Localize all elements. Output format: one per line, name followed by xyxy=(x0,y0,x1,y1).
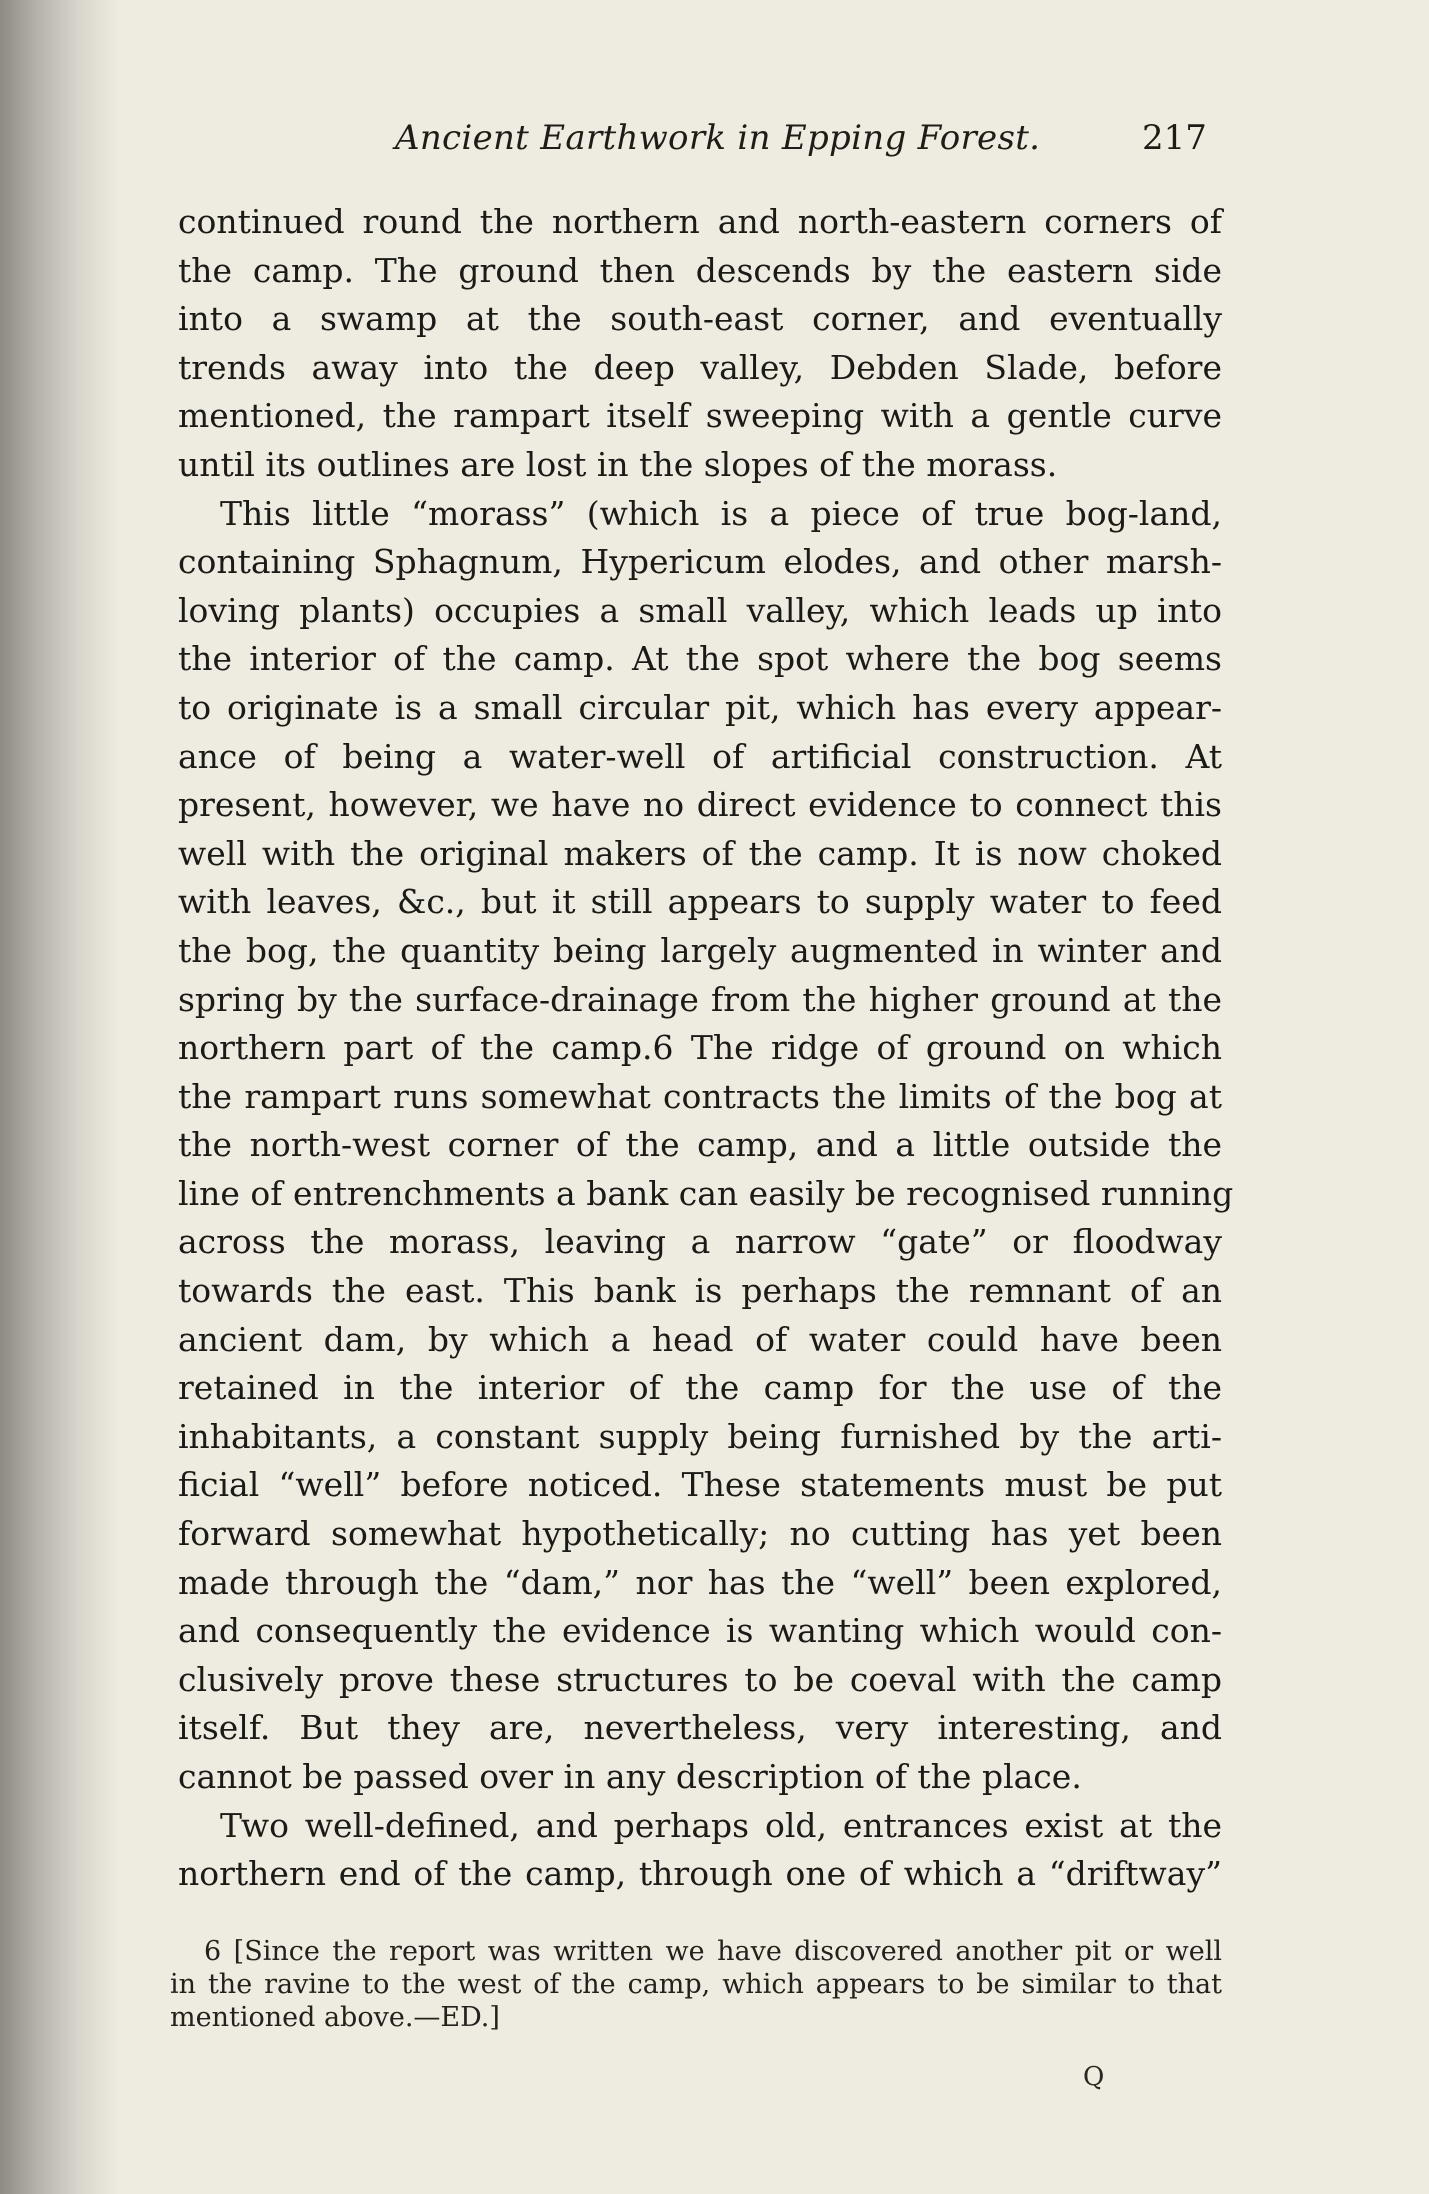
text-line: ficial “well” before noticed. These statements must be put xyxy=(178,1465,1222,1505)
text-line: ance of being a water-well of artificial construction. At xyxy=(178,736,1222,776)
paragraph-start-line: This little “morass” (which is a piece of true bog-land, xyxy=(220,493,1222,533)
text-line: trends away into the deep valley, Debden Slade, before xyxy=(178,347,1222,387)
text-line: spring by the surface-drainage from the higher ground at the xyxy=(178,979,1222,1019)
running-title: Ancient Earthwork in Epping Forest. xyxy=(395,118,1041,158)
text-line: until its outlines are lost in the slopes of the morass. xyxy=(178,444,1058,484)
text-line: the camp. The ground then descends by the eastern side xyxy=(178,250,1222,290)
text-line: made through the “dam,” nor has the “well” been explored, xyxy=(178,1562,1222,1602)
text-line: inhabitants, a constant supply being furnished by the arti- xyxy=(178,1416,1222,1456)
text-line: towards the east. This bank is perhaps the remnant of an xyxy=(178,1271,1222,1311)
signature-mark: Q xyxy=(1083,2062,1105,2092)
text-line: the north-west corner of the camp, and a little outside the xyxy=(178,1125,1222,1165)
text-line: across the morass, leaving a narrow “gate” or floodway xyxy=(178,1222,1222,1262)
footnote-line: mentioned above.—ED.] xyxy=(170,2002,500,2033)
text-line: line of entrenchments a bank can easily be recognised running xyxy=(178,1173,1234,1213)
text-line: to originate is a small circular pit, which has every appear- xyxy=(178,687,1222,727)
text-line: retained in the interior of the camp for the use of the xyxy=(178,1368,1222,1408)
text-line: the interior of the camp. At the spot where the bog seems xyxy=(178,639,1222,679)
text-line: continued round the northern and north-eastern corners of xyxy=(178,202,1222,241)
text-line: containing Sphagnum, Hypericum elodes, and other marsh- xyxy=(178,542,1222,582)
text-line: loving plants) occupies a small valley, which leads up into xyxy=(178,590,1222,630)
text-line: itself. But they are, nevertheless, very interesting, and xyxy=(178,1708,1222,1748)
text-line: ancient dam, by which a head of water could have been xyxy=(178,1319,1222,1359)
text-line: northern end of the camp, through one of which a “driftway” xyxy=(178,1854,1222,1894)
text-line: the rampart runs somewhat contracts the limits of the bog at xyxy=(178,1076,1222,1116)
text-line: and consequently the evidence is wanting which would con- xyxy=(178,1611,1222,1651)
page-number: 217 xyxy=(1142,118,1207,158)
body-text xyxy=(178,198,1234,1899)
text-line: well with the original makers of the camp. It is now choked xyxy=(178,833,1222,873)
text-line: with leaves, &c., but it still appears to supply water to feed xyxy=(178,882,1222,922)
text-line: northern part of the camp.6 The ridge of ground on which xyxy=(178,1028,1222,1068)
text-line: cannot be passed over in any description of the place. xyxy=(178,1757,1082,1796)
footnote xyxy=(170,1935,1222,2034)
text-line: clusively prove these structures to be coeval with the camp xyxy=(178,1659,1222,1699)
text-line: the bog, the quantity being largely augmented in winter and xyxy=(178,930,1222,970)
footnote-line: in the ravine to the west of the camp, which appears to be similar to that xyxy=(170,1969,1222,2000)
text-line: mentioned, the rampart itself sweeping with a gentle curve xyxy=(178,396,1222,436)
binding-gutter-shadow xyxy=(0,0,120,2194)
text-line: forward somewhat hypothetically; no cutting has yet been xyxy=(178,1514,1222,1554)
footnote-line: 6 [Since the report was written we have discovered another pit or well xyxy=(204,1936,1222,1967)
paragraph-start-line: Two well-defined, and perhaps old, entrances exist at the xyxy=(220,1805,1222,1845)
text-line: present, however, we have no direct evidence to connect this xyxy=(178,785,1222,825)
text-line: into a swamp at the south-east corner, and eventually xyxy=(178,299,1222,339)
